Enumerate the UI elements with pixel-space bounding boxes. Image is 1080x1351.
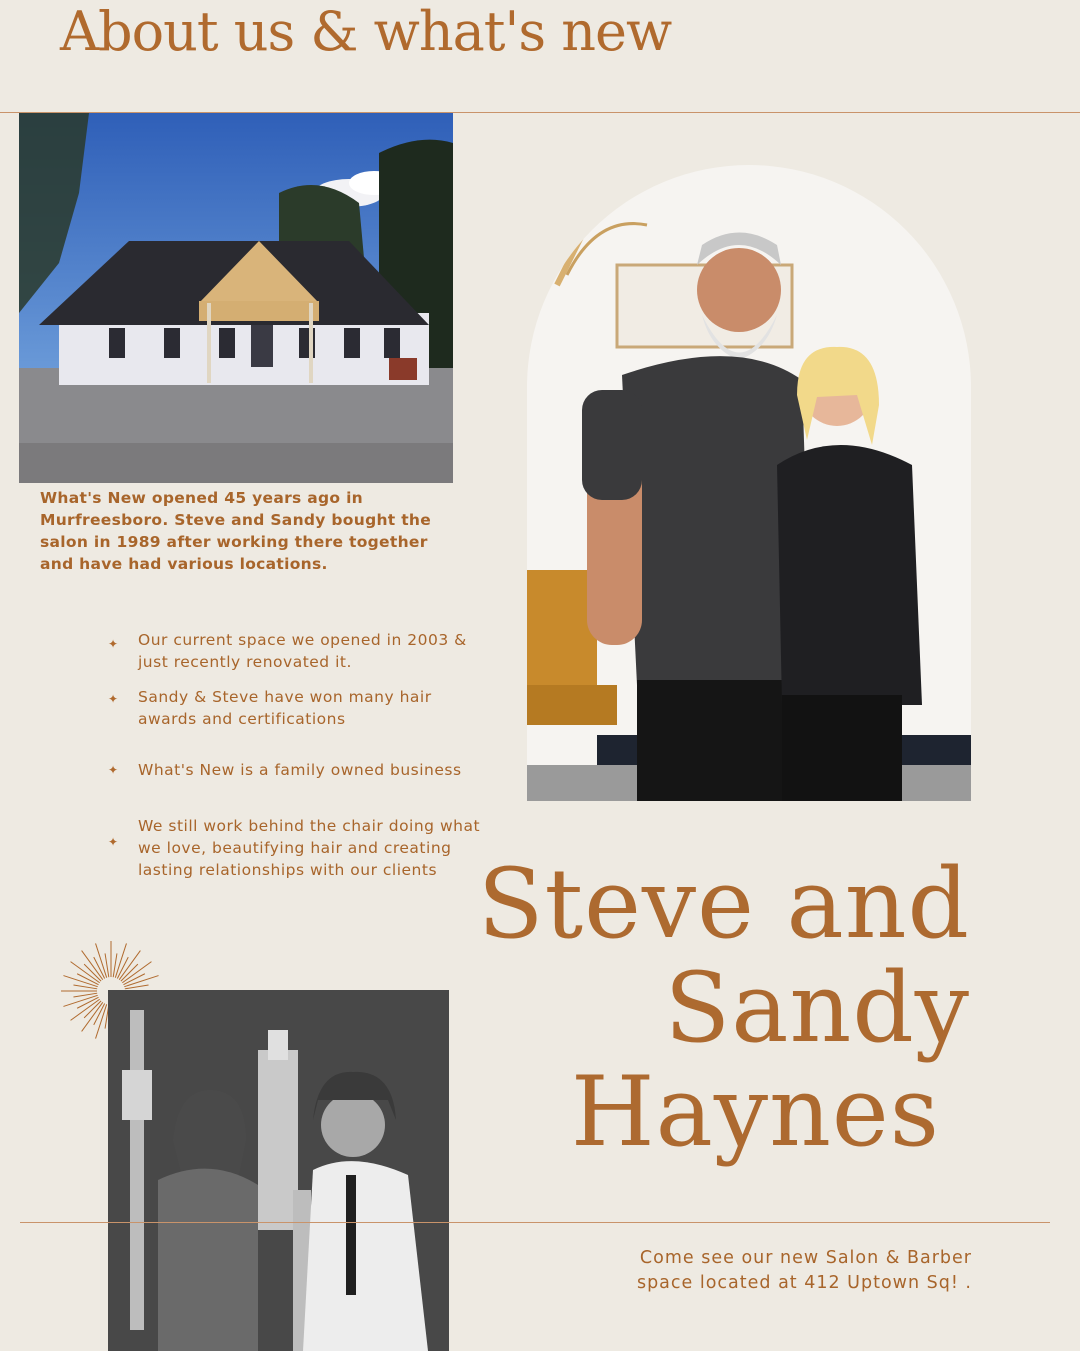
steve-and-sandy-portrait-photo [527, 165, 971, 801]
footer-text: Come see our new Salon & Barber space located at 412 Uptown Sq! . [636, 1248, 972, 1293]
name-line-3: Haynes [570, 1056, 940, 1168]
sparkle-icon: ✦ [108, 763, 119, 777]
sparkle-icon: ✦ [108, 637, 119, 651]
sparkle-icon: ✦ [108, 692, 119, 706]
intro-paragraph: What's New opened 45 years ago in Murfreesboro. Steve and Sandy bought the salon in 1989 after working there together and have had various locations. [40, 489, 432, 573]
house-under-construction-photo [19, 113, 453, 483]
list-item-text: Sandy & Steve have won many hair awards and certifications [138, 688, 432, 728]
list-item-text: Our current space we opened in 2003 & just recently renovated it. [138, 631, 467, 671]
name-line-2: Sandy [664, 952, 970, 1064]
name-line-1: Steve and [477, 848, 970, 960]
bottom-divider [20, 1222, 1050, 1223]
page-title: About us & what's new [60, 0, 672, 63]
sparkle-icon: ✦ [108, 835, 119, 849]
list-item-text: What's New is a family owned business [138, 761, 462, 779]
vintage-trophy-photo [108, 990, 449, 1351]
list-item-text: We still work behind the chair doing what we love, beautifying hair and creating lasting relationships with our clients [138, 817, 481, 879]
owner-names [450, 848, 970, 1168]
